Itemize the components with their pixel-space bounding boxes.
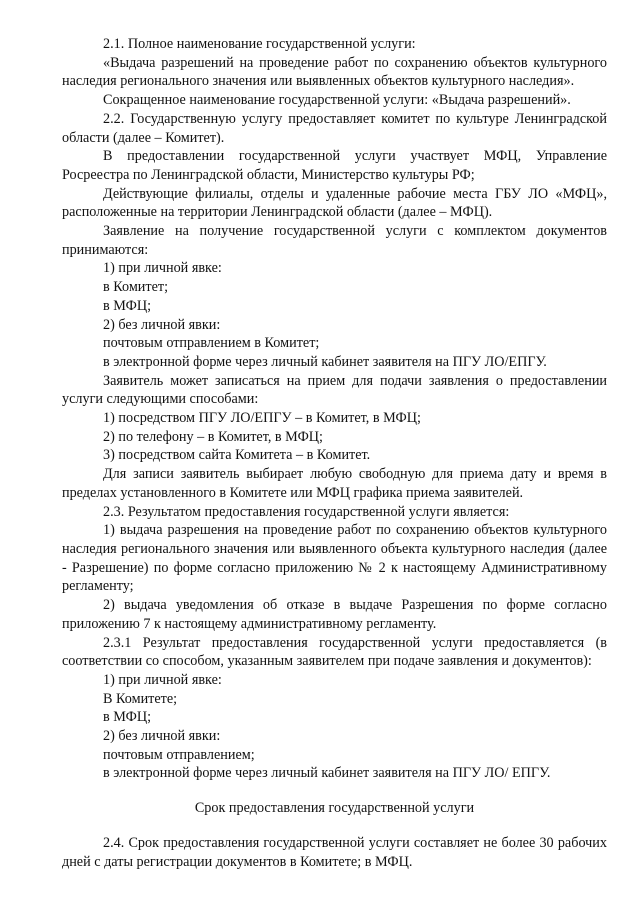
paragraph-2-3-1: 2.3.1 Результат предоставления государственной услуги предоставляется (в соответствии со способом, указанным заявителем при подаче заявления и документов): <box>62 634 607 670</box>
list-item: почтовым отправлением в Комитет; <box>103 335 320 352</box>
paragraph-service-full-name: «Выдача разрешений на проведение работ по сохранению объектов культурного наследия регионального значения или выявленных объектов культурного наследия». <box>62 54 607 90</box>
paragraph-service-short-name: Сокращенное наименование государственной услуги: «Выдача разрешений». <box>103 92 571 109</box>
paragraph-mfc-branches: Действующие филиалы, отделы и удаленные рабочие места ГБУ ЛО «МФЦ», расположенные на территории Ленинградской области (далее – МФЦ). <box>62 185 607 221</box>
paragraph-appointment: Заявитель может записаться на прием для подачи заявления о предоставлении услуги следующими способами: <box>62 372 607 408</box>
section-heading: Срок предоставления государственной услуги <box>194 800 475 817</box>
paragraph-participants: В предоставлении государственной услуги участвует МФЦ, Управление Росреестра по Ленинградской области, Министерство культуры РФ; <box>62 148 607 183</box>
document-page <box>62 35 607 871</box>
paragraph-result-refusal: 2) выдача уведомления об отказе в выдаче Разрешения по форме согласно приложению 7 к настоящему административному регламенту. <box>62 597 607 632</box>
paragraph-application-intake: Заявление на получение государственной услуги с комплектом документов принимаются: <box>62 223 607 258</box>
list-item: в МФЦ; <box>103 709 152 726</box>
paragraph-result-permit: 1) выдача разрешения на проведение работ по сохранению объектов культурного наследия регионального значения или выявленного объекта культурного наследия (далее - Разрешение) по форме согласно приложению № 2 к настоящему Административному регламенту; <box>62 522 607 595</box>
list-item: В Комитете; <box>103 690 178 707</box>
paragraph-2-2: 2.2. Государственную услугу предоставляет комитет по культуре Ленинградской области (далее – Комитет). <box>62 110 607 146</box>
list-item: 3) посредством сайта Комитета – в Комитет. <box>103 447 371 464</box>
list-item: в электронной форме через личный кабинет заявителя на ПГУ ЛО/ ЕПГУ. <box>103 765 551 782</box>
paragraph-appointment-choice: Для записи заявитель выбирает любую свободную для приема дату и время в пределах установленного в Комитете или МФЦ графика приема заявителей. <box>62 466 607 501</box>
list-item: 2) по телефону – в Комитет, в МФЦ; <box>103 428 323 445</box>
list-item: 1) посредством ПГУ ЛО/ЕПГУ – в Комитет, в МФЦ; <box>103 410 421 427</box>
list-item: 2) без личной явки: <box>103 728 221 745</box>
paragraph-2-1: 2.1. Полное наименование государственной услуги: <box>103 36 416 52</box>
paragraph-2-4: 2.4. Срок предоставления государственной услуги составляет не более 30 рабочих дней с даты регистрации документов в Комитете; в МФЦ. <box>62 834 607 870</box>
list-item: 1) при личной явке: <box>103 260 222 277</box>
list-item: почтовым отправлением; <box>103 746 255 763</box>
paragraph-2-3: 2.3. Результатом предоставления государственной услуги является: <box>103 503 510 520</box>
list-item: в МФЦ; <box>103 297 152 314</box>
list-item: в Комитет; <box>103 279 169 296</box>
list-item: в электронной форме через личный кабинет заявителя на ПГУ ЛО/ЕПГУ. <box>103 353 547 370</box>
list-item: 1) при личной явке: <box>103 671 222 688</box>
list-item: 2) без личной явки: <box>103 316 221 333</box>
